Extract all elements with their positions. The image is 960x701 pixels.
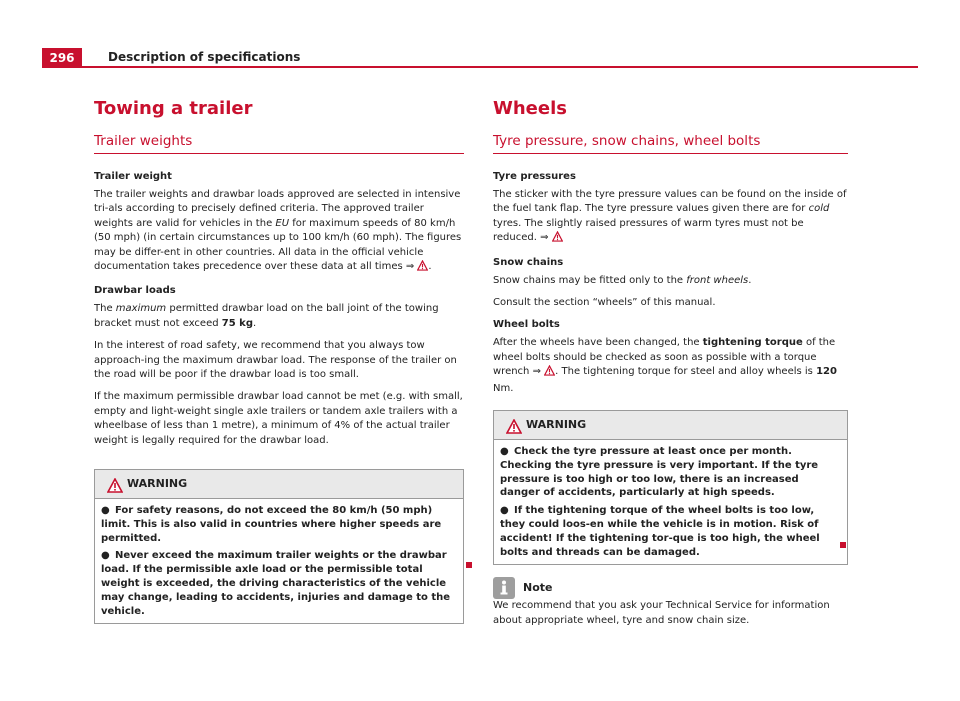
drawbar-paragraph-1: The maximum permitted drawbar load on the ball joint of the towing bracket must not exceed 75 kg.: [94, 303, 439, 329]
tyre-pressures-paragraph: The sticker with the tyre pressure values can be found on the inside of the fuel tank flap. The tyre pressure values given there are for cold tyres. The slightly raised pressures of warm tyres must not be reduced. ⇒: [493, 188, 848, 248]
page-number: 296: [42, 48, 82, 68]
wheel-bolts-paragraph: After the wheels have been changed, the tightening torque of the wheel bolts should be checked as soon as possible with a torque wrench ⇒ . The tightening torque for steel and alloy wheels is 120 Nm.: [493, 337, 837, 394]
note-header: [493, 577, 848, 599]
info-icon: [493, 577, 515, 599]
trailer-weight-paragraph: The trailer weights and drawbar loads approved are selected in intensive tri-als according to precisely defined criteria. The approved trailer weights are valid for vehicles in the EU for maximum speeds of 80 km/h (50 mph) (in certain circumstances up to 100 km/h (60 mph). The figures may be differ-ent in other countries. All data in the official vehicle documentation takes precedence over these data at all times ⇒ .: [94, 188, 464, 276]
warning-triangle-icon: [107, 476, 123, 504]
warning-header: [494, 411, 847, 440]
left-column: [94, 96, 464, 624]
drawbar-paragraph-3: If the maximum permissible drawbar load cannot be met (e.g. with small, empty and light-weight single axle trailers or tandem axle trailers with a wheelbase of less than 1 metre), a minimum of 4% of the actual trailer weight is legally required for the drawbar load.: [94, 391, 463, 446]
warning-item: ● Check the tyre pressure at least once per month. Checking the tyre pressure is very important. If the tyre pressure is too high or too low, there is an increased danger of accidents, particularly at high speeds.: [500, 446, 819, 499]
warning-item: ● If the tightening torque of the wheel bolts is too low, they could loos-en while the vehicle is in motion. Risk of accident! If the tightening tor-que is too high, the wheel bolts and threads can be damaged.: [500, 505, 820, 558]
note-label: Note: [523, 581, 553, 595]
snow-chains-paragraph: Snow chains may be fitted only to the front wheels.: [493, 274, 752, 286]
tyre-pressures-heading: Tyre pressures: [493, 171, 576, 182]
section-end-marker: [840, 542, 846, 548]
warning-item: ● Never exceed the maximum trailer weights or the drawbar load. If the permissible axle load or the permissible total weight is exceeded, the driving characteristics of the vehicle may change, leading to accidents, injuries and damage to the vehicle.: [101, 550, 451, 617]
snow-chains-note: Consult the section “wheels” of this manual.: [493, 297, 716, 309]
warning-label: WARNING: [127, 477, 188, 491]
header-rule: [42, 66, 918, 68]
wheel-bolts-heading: Wheel bolts: [493, 319, 560, 331]
drawbar-loads-heading: Drawbar loads: [94, 285, 176, 297]
towing-title: Towing a trailer: [94, 98, 253, 119]
right-column: [493, 96, 848, 628]
warning-label: WARNING: [526, 418, 587, 432]
warning-reference-icon[interactable]: [544, 365, 555, 381]
section-end-marker: [466, 562, 472, 568]
warning-triangle-icon: [506, 417, 522, 445]
wheels-warning-box: [493, 410, 848, 565]
running-header: Description of specifications: [108, 50, 301, 64]
wheels-title: Wheels: [493, 98, 567, 119]
snow-chains-heading: Snow chains: [493, 256, 564, 268]
warning-body: [95, 499, 463, 623]
warning-body: [494, 440, 847, 564]
warning-header: [95, 470, 463, 499]
drawbar-paragraph-2: In the interest of road safety, we recommend that you always tow approach-ing the maximum drawbar load. The response of the trailer on the road will be poor if the drawbar load is too small.: [94, 340, 457, 381]
warning-reference-icon[interactable]: [417, 260, 428, 276]
warning-reference-icon[interactable]: [552, 231, 563, 247]
note-paragraph: We recommend that you ask your Technical Service for information about appropriate wheel, tyre and snow chain size.: [493, 600, 830, 626]
trailer-weight-heading: Trailer weight: [94, 171, 172, 182]
warning-item: ● For safety reasons, do not exceed the 80 km/h (50 mph) limit. This is also valid in countries where higher speeds are permitted.: [101, 505, 442, 544]
tyre-pressure-subtitle: Tyre pressure, snow chains, wheel bolts: [493, 132, 848, 154]
trailer-weights-subtitle: Trailer weights: [94, 132, 464, 154]
trailer-warning-box: [94, 469, 464, 624]
